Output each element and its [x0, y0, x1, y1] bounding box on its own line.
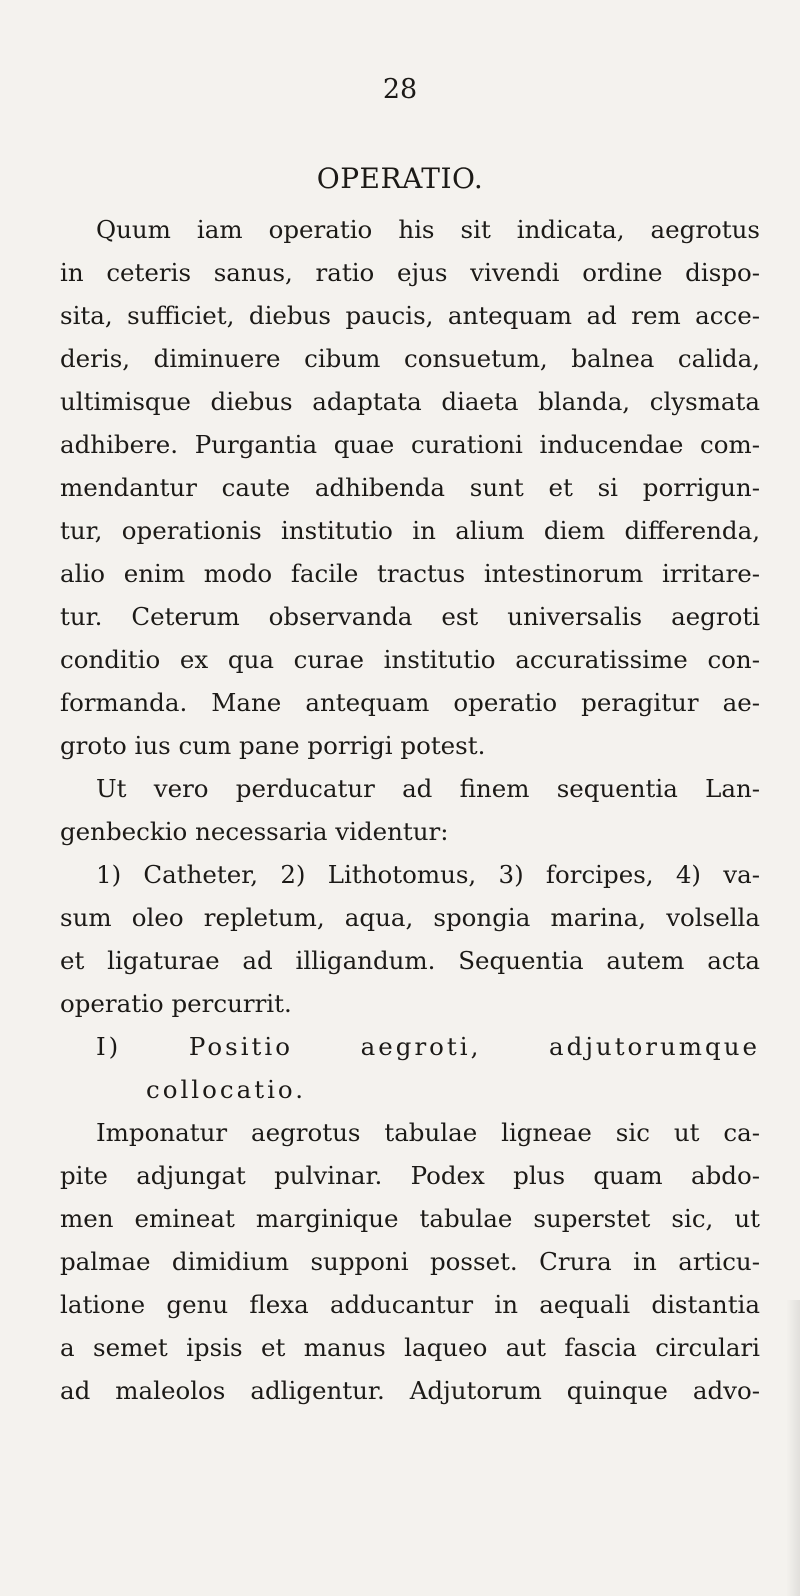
text-line: in ceteris sanus, ratio ejus vivendi ordine dispo-: [60, 258, 760, 287]
text-line: men emineat marginique tabulae superstet sic, ut: [60, 1204, 760, 1233]
text-line: deris, diminuere cibum consuetum, balnea calida,: [60, 344, 760, 373]
text-line: mendantur caute adhibenda sunt et si porrigun-: [60, 473, 760, 502]
subheading-line: I) Positio aegroti, adjutorumque: [96, 1032, 760, 1061]
text-line: pite adjungat pulvinar. Podex plus quam abdo-: [60, 1161, 760, 1190]
text-line: tur. Ceterum observanda est universalis aegroti: [60, 602, 760, 631]
text-line: palmae dimidium supponi posset. Crura in articu-: [60, 1247, 760, 1276]
text-line: a semet ipsis et manus laqueo aut fascia circulari: [60, 1333, 760, 1362]
subheading-line: collocatio.: [146, 1075, 307, 1104]
text-line: sum oleo repletum, aqua, spongia marina, volsella: [60, 903, 760, 932]
text-line: adhibere. Purgantia quae curationi inducendae com-: [60, 430, 760, 459]
text-line: sita, sufficiet, diebus paucis, antequam ad rem acce-: [60, 301, 760, 330]
text-line: ultimisque diebus adaptata diaeta blanda, clysmata: [60, 387, 760, 416]
text-line: alio enim modo facile tractus intestinorum irritare-: [60, 559, 760, 588]
text-line: ad maleolos adligentur. Adjutorum quinque advo-: [60, 1376, 760, 1405]
text-line: Ut vero perducatur ad finem sequentia Lan-: [96, 774, 760, 803]
text-line: Quum iam operatio his sit indicata, aegrotus: [96, 215, 760, 244]
text-line: genbeckio necessaria videntur:: [60, 817, 449, 846]
page-edge-shadow: [786, 1300, 800, 1596]
text-line: 1) Catheter, 2) Lithotomus, 3) forcipes, 4) va-: [96, 860, 760, 889]
text-line: formanda. Mane antequam operatio peragitur ae-: [60, 688, 760, 717]
page-number: 28: [382, 74, 418, 105]
text-line: Imponatur aegrotus tabulae ligneae sic ut ca-: [96, 1118, 760, 1147]
text-line: tur, operationis institutio in alium diem differenda,: [60, 516, 760, 545]
text-line: groto ius cum pane porrigi potest.: [60, 731, 486, 760]
section-heading: OPERATIO.: [316, 162, 484, 195]
text-line: latione genu flexa adducantur in aequali distantia: [60, 1290, 760, 1319]
text-line: et ligaturae ad illigandum. Sequentia autem acta: [60, 946, 760, 975]
text-line: conditio ex qua curae institutio accuratissime con-: [60, 645, 760, 674]
text-line: operatio percurrit.: [60, 989, 292, 1018]
